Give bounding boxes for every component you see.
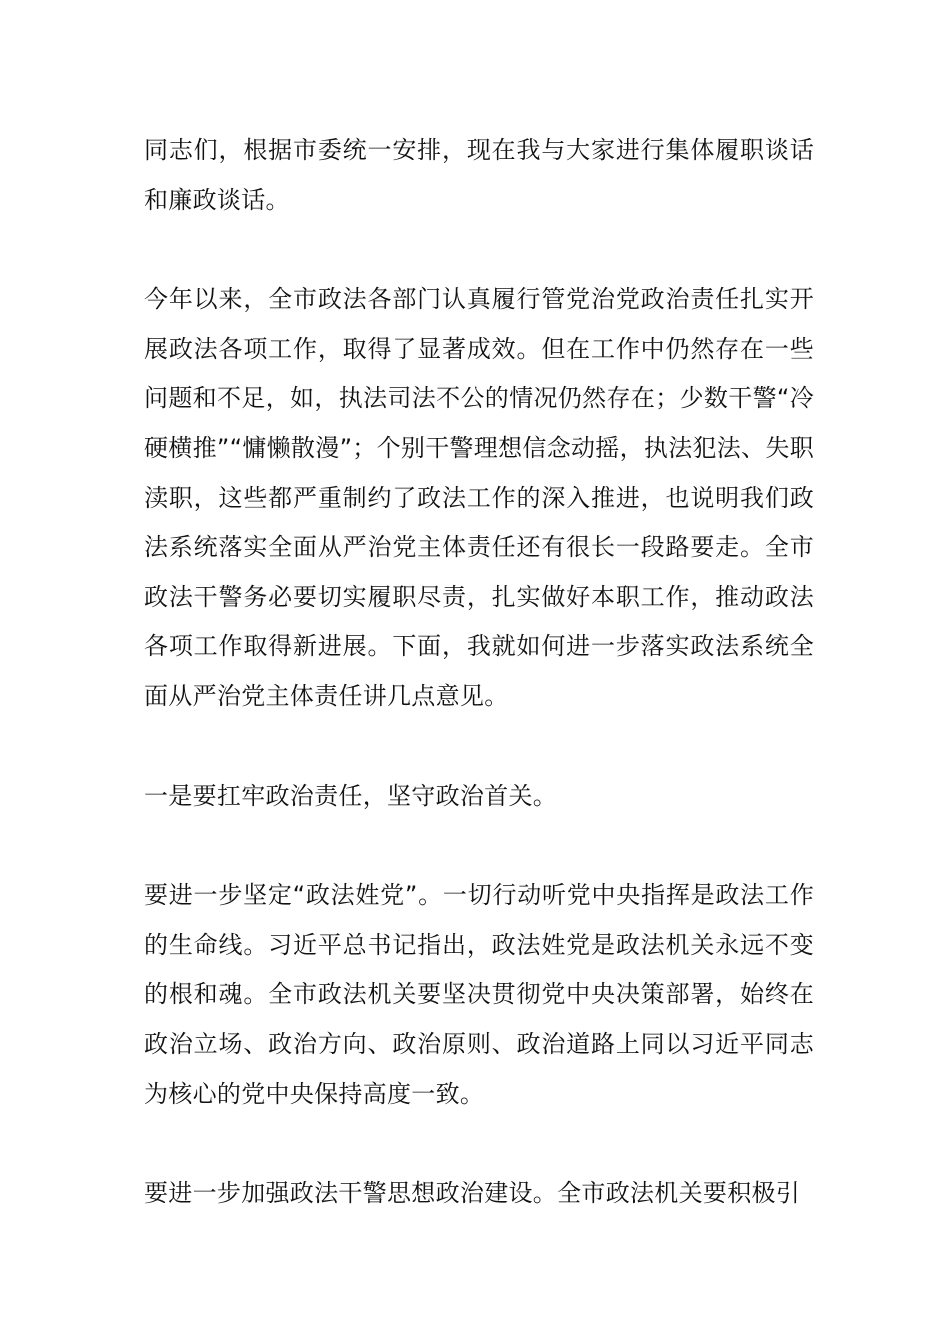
paragraph-gap: [144, 1119, 814, 1169]
paragraph-ideological-building: 要进一步加强政法干警思想政治建设。全市政法机关要积极引: [144, 1179, 801, 1208]
paragraph-party-leadership: 要进一步坚定“政法姓党”。一切行动听党中央指挥是政法工作的生命线。习近平总书记指出，政法姓党是政法机关永远不变的根和魂。全市政法机关要坚决贯彻党中央决策部署，始终在政治立场、政治方向、政治原则、政治道路上同以习近平同志为核心的党中央保持高度一致。: [144, 881, 814, 1108]
section-heading-one: 一是要扛牢政治责任，坚守政治首关。: [144, 781, 558, 810]
paragraph-opening: 同志们，根据市委统一安排，现在我与大家进行集体履职谈话和廉政谈话。: [144, 136, 814, 214]
document-body: [144, 126, 814, 1219]
paragraph-situation: 今年以来，全市政法各部门认真履行管党治党政治责任扎实开展政法各项工作，取得了显著成效。但在工作中仍然存在一些问题和不足，如，执法司法不公的情况仍然存在；少数干警“冷硬横推”“慵懒散漫”；个别干警理想信念动摇，执法犯法、失职渎职，这些都严重制约了政法工作的深入推进，也说明我们政法系统落实全面从严治党主体责任还有很长一段路要走。全市政法干警务必要切实履职尽责，扎实做好本职工作，推动政法各项工作取得新进展。下面，我就如何进一步落实政法系统全面从严治党主体责任讲几点意见。: [144, 285, 814, 710]
paragraph-gap: [144, 821, 814, 871]
paragraph-gap: [144, 225, 814, 275]
paragraph-gap: [144, 722, 814, 772]
